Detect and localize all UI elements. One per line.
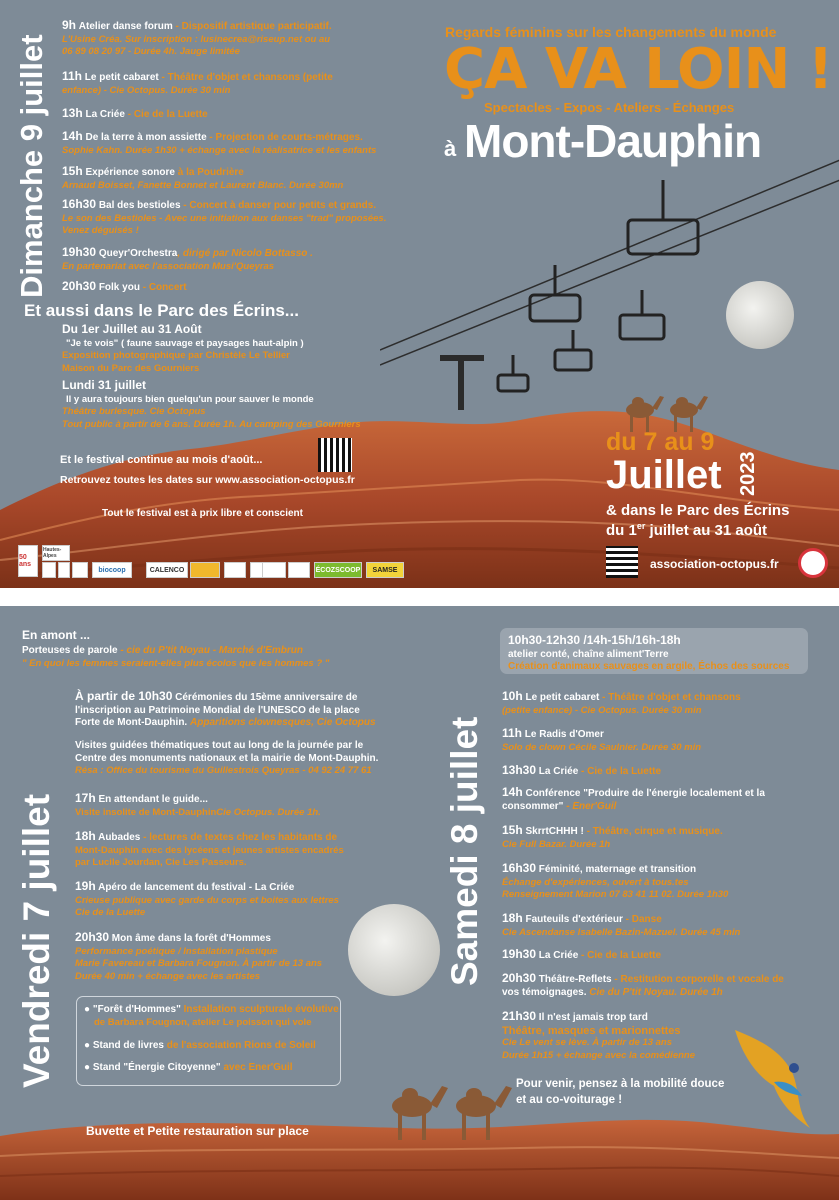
buvette-text: Buvette et Petite restauration sur place	[86, 1124, 309, 1138]
saturday-20h30-line-a: vos témoignages.	[502, 986, 590, 998]
parrot-illustration	[730, 1020, 820, 1130]
friday-bullet-2: ● Stand de livres de l'association Rions de Soleil	[84, 1040, 316, 1051]
en-amont-title: En amont ...	[22, 628, 91, 642]
mobilite-text	[516, 1076, 724, 1108]
a-word: à	[444, 136, 457, 161]
saturday-event-19h30: 19h30 La Criée - Cie de la Luette	[502, 947, 662, 961]
year: 2023	[737, 451, 759, 496]
logo-samse: SAMSE	[366, 562, 404, 578]
porteuses-event: Porteuses de parole - cie du P'tit Noyau - Marché d'Embrun " En quoi les femmes seraient-elles plus écolos que les hommes ? "	[22, 645, 330, 669]
saturday-20h30-line-b: Cie du P'tit Noyau. Durée 1h	[589, 986, 723, 998]
saturday-event-14h: 14h Conférence "Produire de l'énergie localement et la consommer" - Ener'Guil	[502, 785, 765, 812]
festival-continue-text: Et le festival continue au mois d'août...	[60, 454, 263, 466]
aussi-title: Et aussi dans le Parc des Écrins...	[24, 301, 299, 320]
main-title: ÇA VA LOIN !	[444, 37, 833, 102]
mobilite-line-1: Pour venir, pensez à la mobilité douce	[516, 1078, 725, 1090]
saturday-event-13h30: 13h30 La Criée - Cie de la Luette	[502, 763, 662, 777]
parc-dates-start: du 1	[606, 522, 637, 539]
friday-17h-line-b: Cie Octopus. Durée 1h.	[216, 806, 321, 818]
sunday-event-20h30: 20h30 Folk you - Concert	[62, 279, 187, 293]
friday-17h-line-a: Visite insolite de Mont-Dauphin	[75, 806, 217, 818]
moon-illustration-bottom	[348, 904, 440, 996]
chairlift-illustration	[380, 150, 839, 410]
sunday-event-15h: 15h Expérience sonore à la Poudrière Arnaud Boisset, Fanette Bonnet et Laurent Blanc. Durée 30mn	[62, 164, 344, 191]
logo-partner-4	[262, 562, 286, 578]
saturday-14h-line-a: consommer"	[502, 800, 564, 812]
parc-dates	[606, 521, 767, 539]
camels-illustration-bottom	[372, 1076, 522, 1146]
logo-biocoop: biocoop	[92, 562, 132, 578]
friday-event-10h30: À partir de 10h30 Cérémonies du 15ème anniversaire de l'inscription au Patrimoine Mondial de l'UNESCO de la place Forte de Mont-Dauphin. Apparitions clownesques, Cie Octopus	[75, 689, 376, 728]
octopus-logo	[798, 548, 828, 578]
saturday-event-11h: 11h Le Radis d'Omer Solo de clown Cécile Saulnier. Durée 30 min	[502, 726, 702, 753]
subtitle: Spectacles - Expos - Ateliers - Échanges	[484, 100, 735, 115]
friday-bullet-3: ● Stand "Énergie Citoyenne" avec Ener'Guil	[84, 1062, 293, 1073]
friday-day-title: Vendredi 7 juillet	[16, 793, 57, 1088]
aussi-item-1: Du 1er Juillet au 31 Août "Je te vois" ( faune sauvage et paysages haut-alpin ) Exposition photographique par Christèle Le Tellier Maison du Parc des Gourniers	[62, 322, 304, 374]
front-panel	[0, 0, 839, 588]
logo-partner-6	[72, 562, 88, 578]
parc-line: & dans le Parc des Écrins	[606, 502, 790, 519]
saturday-event-15h: 15h SkrrtCHHH ! - Théâtre, cirque et musique. Cie Full Bazar. Durée 1h	[502, 823, 723, 850]
mobilite-line-2: et au co-voiturage !	[516, 1094, 623, 1106]
friday-event-18h: 18h Aubades - lectures de textes chez les habitants de Mont-Dauphin avec des lycéens et jeunes artistes encadrés par Lucile Jourdan, Cie Les Passeurs.	[75, 829, 344, 868]
logo-partner-5	[288, 562, 310, 578]
logo-partner-7	[42, 562, 56, 578]
month-title: Juillet	[606, 453, 722, 497]
retrouvez-text: Retrouvez toutes les dates sur www.association-octopus.fr	[60, 474, 355, 486]
logo-partner-1	[190, 562, 220, 578]
logo-partner-8	[58, 562, 70, 578]
sunday-event-11h: 11h Le petit cabaret - Théâtre d'objet et chansons (petite enfance) - Cie Octopus. Durée 30 min	[62, 69, 333, 96]
moon-illustration	[726, 281, 794, 349]
parc-dates-end: juillet au 31 août	[645, 522, 768, 539]
saturday-event-10h: 10h Le petit cabaret - Théâtre d'objet et chansons (petite enfance) - Cie Octopus. Durée 30 min	[502, 689, 741, 716]
saturday-day-title: Samedi 8 juillet	[444, 716, 485, 986]
parc-dates-sup: er	[636, 521, 646, 531]
sunday-event-19h30: 19h30 Queyr'Orchestra, dirigé par Nicolo Bottasso . En partenariat avec l'association Musi'Queyras	[62, 245, 313, 272]
friday-event-19h: 19h Apéro de lancement du festival - La Criée Crieuse publique avec garde du corps et boites aux lettres Cie de la Luette	[75, 879, 339, 918]
friday-visites: Visites guidées thématiques tout au long de la journée par le Centre des monuments nationaux et la mairie de Mont-Dauphin. Résa : Office du tourisme du Guillestrois Queyras - 04 92 24 77 61	[75, 740, 379, 776]
aussi-item-2: Lundi 31 juillet Il y aura toujours bien quelqu'un pour sauver le monde Théâtre burlesque. Cie Octopus Tout public à partir de 6 ans. Durée 1h. Au camping des Gourniers	[62, 378, 361, 430]
logo-calenco: CALENCO	[146, 562, 188, 578]
friday-bullet-1: ● "Forêt d'Hommes" Installation sculpturale évolutive de Barbara Fougnon, atelier Le poisson qui vole	[84, 1004, 339, 1028]
qr-code-top-left	[318, 438, 352, 472]
saturday-14h-line-b: - Ener'Guil	[563, 800, 617, 812]
place-title: Mont-Dauphin	[464, 115, 762, 167]
saturday-workshop: 10h30-12h30 /14h-15h/16h-18h atelier conté, chaîne aliment'Terre Création d'animaux sauvages en argile, Échos des sources	[508, 633, 790, 672]
saturday-event-16h30: 16h30 Féminité, maternage et transition Échange d'expériences, ouvert à tous.tes Renseignement Marion 07 83 41 11 02. Durée 1h30	[502, 861, 729, 900]
sunday-day-title: Dimanche 9 juillet	[14, 34, 49, 298]
saturday-event-20h30: 20h30 Théâtre-Reflets - Restitution corporelle et vocale de vos témoignages. Cie du P'tit Noyau. Durée 1h	[502, 971, 784, 998]
sunday-event-9h: 9h Atelier danse forum - Dispositif artistique participatif. L'Usine Créa. Sur inscription : lusinecrea@riseup.net ou au 06 89 08 20 97 - Durée 4h. Jauge limitée	[62, 18, 332, 57]
friday-event-20h30: 20h30 Mon âme dans la forêt d'Hommes Performance poétique / Installation plastique Marie Favereau et Barbara Fougnon. À partir de 13 ans Durée 40 min + échange avec les artistes	[75, 930, 323, 982]
logo-partner-2	[224, 562, 246, 578]
date-range: du 7 au 9	[606, 428, 715, 456]
sunday-event-16h30: 16h30 Bal des bestioles - Concert à danser pour petits et grands. Le son des Bestioles - Avec une initiation aux danses "trad" proposées. Venez déguisés !	[62, 197, 387, 236]
sunday-event-14h: 14h De la terre à mon assiette - Projection de courts-métrages. Sophie Kahn. Durée 1h30 + échange avec la réalisatrice et les enfants	[62, 129, 377, 156]
qr-code-top-right	[606, 546, 638, 578]
logo-ecozscoop: ÉCOZSCOOP	[314, 562, 362, 578]
back-panel	[0, 606, 839, 1200]
sunday-event-13h: 13h La Criée - Cie de la Luette	[62, 106, 208, 120]
saturday-event-21h30: 21h30 Il n'est jamais trop tard Théâtre, masques et marionnettes Cie Le vent se lève. À partir de 13 ans Durée 1h15 + échange avec la comédienne	[502, 1009, 695, 1061]
logo-50-ans: 50 ans	[18, 545, 38, 577]
friday-event-17h: 17h En attendant le guide... Visite insolite de Mont-DauphinCie Octopus. Durée 1h.	[75, 791, 321, 818]
tagline: Regards féminins sur les changements du monde	[445, 24, 777, 40]
saturday-event-18h: 18h Fauteuils d'extérieur - Danse Cie Ascendanse Isabelle Bazin-Mazuel. Durée 45 min	[502, 911, 741, 938]
site-url[interactable]: association-octopus.fr	[650, 557, 779, 571]
prix-libre-text: Tout le festival est à prix libre et conscient	[102, 508, 303, 519]
logo-hautes-alpes: Hautes-Alpes	[42, 545, 70, 561]
